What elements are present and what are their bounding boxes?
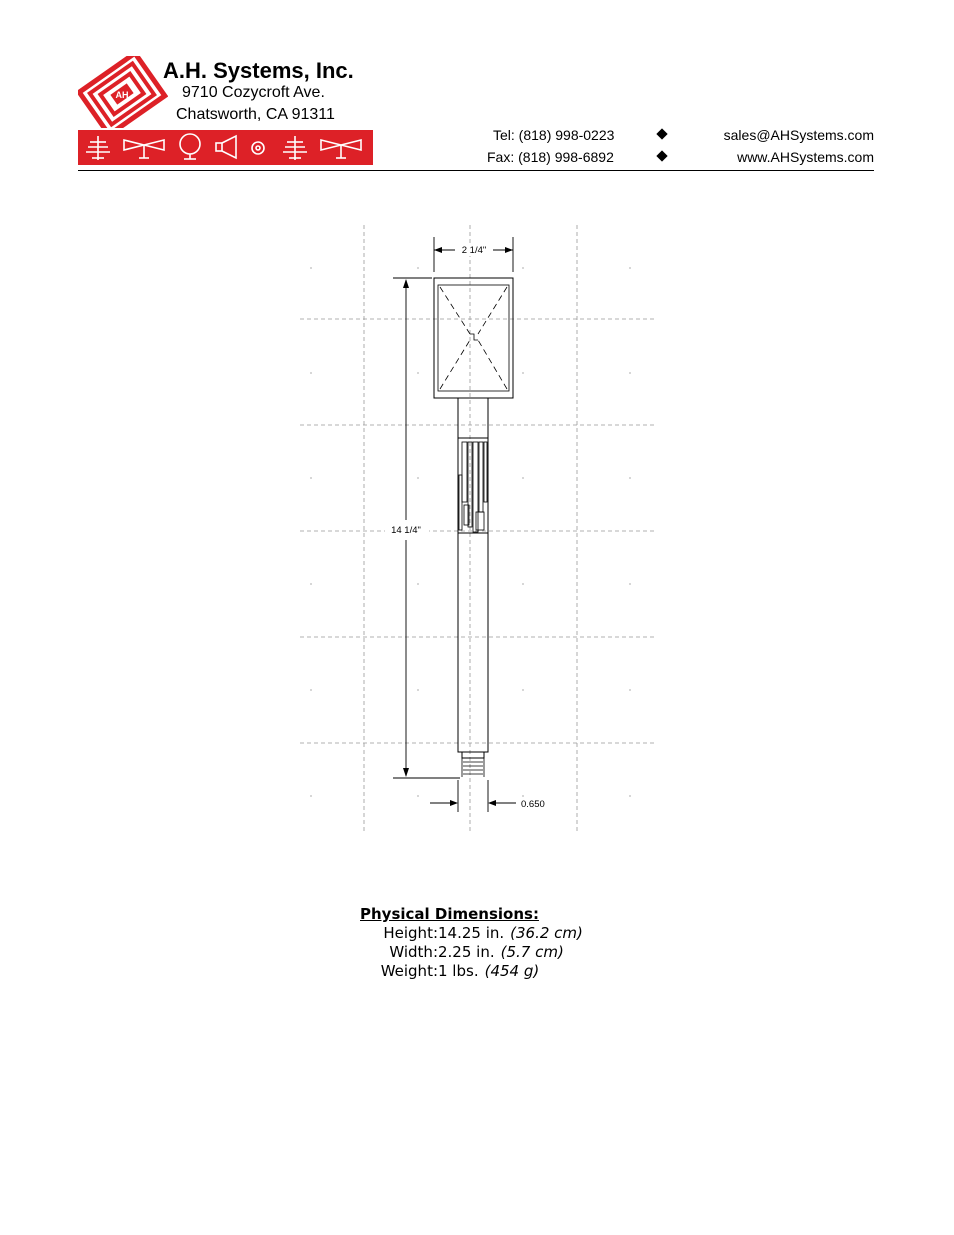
spec-value: 1 lbs.	[438, 962, 479, 980]
spec-label: Weight:	[380, 962, 438, 980]
spec-value: 14.25 in.	[438, 924, 505, 942]
diameter-dimension-label: 0.650	[521, 799, 545, 810]
spec-row-width	[360, 943, 583, 962]
fax-number: Fax: (818) 998-6892	[487, 149, 614, 165]
width-dimension-label: 2 1/4"	[461, 245, 487, 256]
antenna-loop-element	[440, 287, 507, 389]
address-street: 9710 Cozycroft Ave.	[182, 84, 325, 101]
logo-letters: AH	[115, 90, 129, 100]
spec-metric: (36.2 cm)	[510, 924, 583, 942]
drawing-grid	[300, 225, 655, 832]
spec-label: Width:	[389, 943, 438, 961]
spec-row-height	[360, 924, 583, 943]
spec-metric: (454 g)	[484, 962, 540, 980]
section-title: Physical Dimensions:	[360, 905, 539, 923]
diameter-dimension-line	[430, 780, 516, 812]
spec-metric: (5.7 cm)	[500, 943, 564, 961]
website-link[interactable]: www.AHSystems.com	[737, 149, 874, 165]
spec-row-weight	[360, 962, 583, 981]
spec-label: Height:	[383, 924, 438, 942]
phone-number: Tel: (818) 998-0223	[493, 127, 615, 143]
connector-threads	[462, 758, 484, 777]
email-link[interactable]: sales@AHSystems.com	[723, 127, 874, 143]
physical-dimensions-section	[360, 905, 583, 981]
company-name: A.H. Systems, Inc.	[163, 58, 354, 83]
antenna-circuit-components	[459, 442, 487, 532]
address-city: Chatsworth, CA 91311	[176, 106, 335, 123]
height-dimension-label: 14 1/4"	[391, 525, 421, 536]
spec-value: 2.25 in.	[438, 943, 495, 961]
